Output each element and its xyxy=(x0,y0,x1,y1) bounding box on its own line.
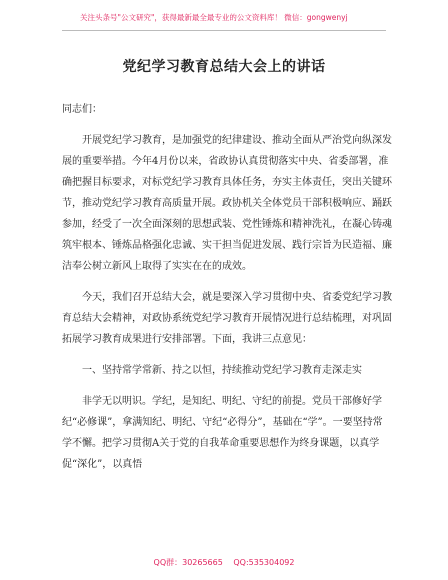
footer-qq-group: QQ群：30265665 xyxy=(153,558,223,567)
paragraph-1: 开展党纪学习教育，是加强党的纪律建设、推动全面从严治党向纵深发展的重要举措。今年4月份以来，省政协认真贯彻落实中央、省委部署，准确把握目标要求，对标党纪学习教育具体任务，夯实主体责任，突出关键环节，推动党纪学习教育高质量开展。政协机关全体党员干部积极响应、踊跃参加，经受了一次全面深刻的思想武装、党性锤炼和精神洗礼，在凝心铸魂筑牢根本、锤炼品格强化忠诚、实干担当促进发展、践行宗旨为民造福、廉洁奉公树立新风上取得了实实在在的成效。 xyxy=(62,135,392,272)
footer-qq: QQ:535304092 xyxy=(233,558,295,567)
header-note: 关注头条号"公文研究"，获得最新最全最专业的公文资料库！ 微信：gongwenyj xyxy=(80,13,348,22)
section-paragraph-1: 非学无以明识。学纪，是知纪、明纪、守纪的前提。党员干部修好学纪“必修课”，拿满知纪、明纪、守纪“必得分”，基础在“学”。一要坚持常学不懈。把学习贯彻A关于党的自我革命重要思想作为终身课题，以真学促“深化”，以真悟 xyxy=(62,396,383,470)
paragraph-2: 今天，我们召开总结大会，就是要深入学习贯彻中央、省委党纪学习教育总结大会精神，对政协系统党纪学习教育开展情况进行总结梳理，对巩固拓展学习教育成果进行安排部署。下面，我讲三点意见： xyxy=(62,292,392,345)
section-heading-1: 一、坚持常学常新、持之以恒，持续推动党纪学习教育走深走实 xyxy=(82,365,362,376)
document-body xyxy=(62,99,392,485)
footer xyxy=(0,557,448,568)
greeting: 同志们： xyxy=(62,104,102,115)
header-divider xyxy=(62,30,386,31)
document-title: 党纪学习教育总结大会上的讲话 xyxy=(122,59,326,75)
